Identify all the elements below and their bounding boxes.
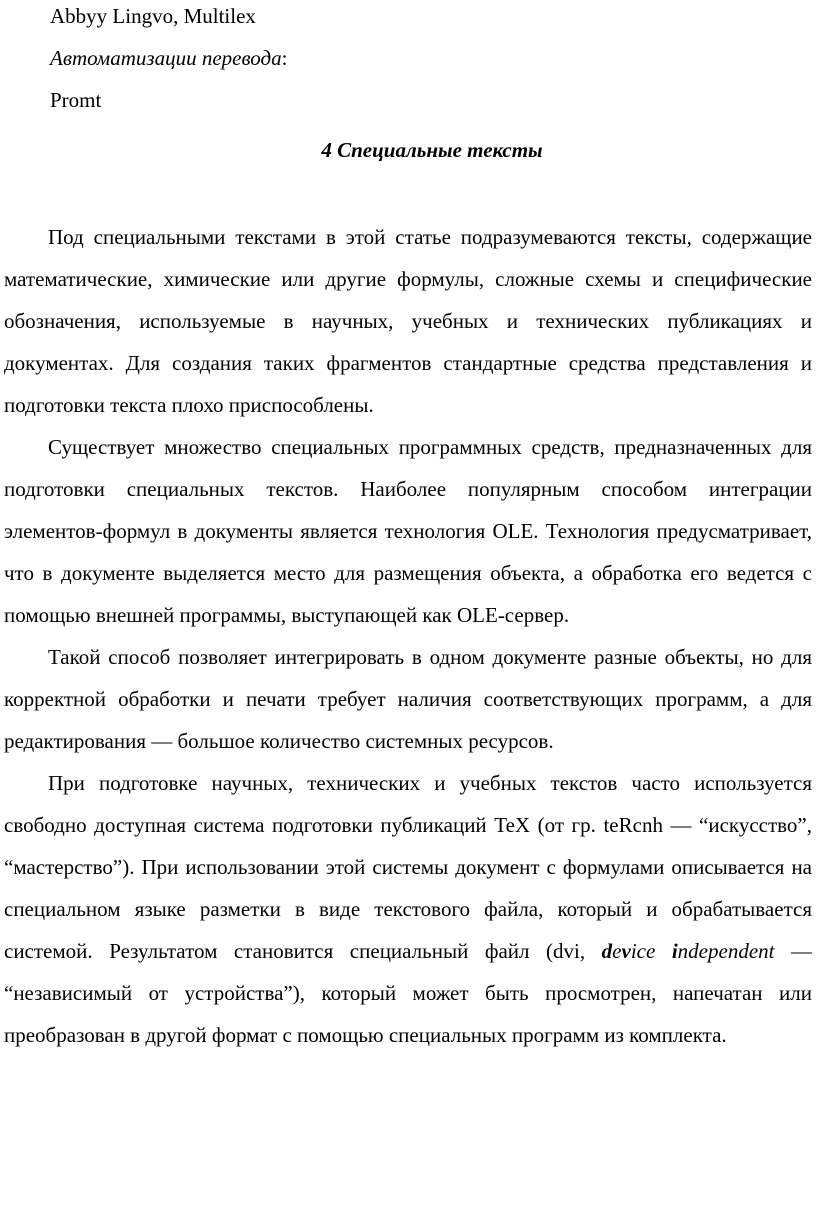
software-line-abbyy: Abbyy Lingvo, Multilex xyxy=(50,4,256,28)
paragraph-integration-method: Такой способ позволяет интегрировать в одном документе разные объекты, но для корректной обработки и печати требует наличия соответствующих программ, а для редактирования — большое количество системных ресурсов. xyxy=(4,645,812,753)
dvi-word-ice: ice xyxy=(630,939,672,963)
paragraph-special-texts-definition: Под специальными текстами в этой статье подразумеваются тексты, содержащие математические, химические или другие формулы, сложные схемы и специфические обозначения, используемые в научных, учебных и технических публикациях и документах. Для создания таких фрагментов стандартные средства представления и подготовки текста плохо приспособлены. xyxy=(4,225,812,417)
dvi-letter-i: i xyxy=(671,939,678,963)
dvi-letter-e: e xyxy=(612,939,622,963)
paragraph-tex-system xyxy=(4,762,812,1056)
section-heading: 4 Специальные тексты xyxy=(321,138,543,162)
automation-label: Автоматизации перевода xyxy=(50,46,282,70)
automation-label-line xyxy=(50,44,812,86)
automation-colon: : xyxy=(281,46,288,70)
dvi-letter-d: d xyxy=(601,939,613,963)
dvi-letter-v: v xyxy=(621,939,631,963)
software-line-promt: Promt xyxy=(50,88,102,112)
tex-paragraph-start: При подготовке научных, технических и учебных текстов часто используется свободно доступная система подготовки публикаций TeX (от гр. teRcnh — “искусство”, “мастерство”). При использовании этой системы документ с формулами описывается на специальном языке разметки в виде текстового файла, который и обрабатывается системой. Результатом становится специальный файл (dvi, xyxy=(4,771,812,963)
paragraph-ole-technology: Существует множество специальных программных средств, предназначенных для подготовки специальных текстов. Наиболее популярным способом интеграции элементов-формул в документы является технология OLE. Технология предусматривает, что в документе выделяется место для размещения объекта, а обработка его ведется с помощью внешней программы, выступающей как OLE-сервер. xyxy=(4,435,812,627)
dvi-word-ndependent: ndependent xyxy=(677,939,775,963)
tex-paragraph-end: — “независимый от устройства”), который может быть просмотрен, напечатан или преобразован в другой формат с помощью специальных программ из комплекта. xyxy=(4,939,813,1047)
